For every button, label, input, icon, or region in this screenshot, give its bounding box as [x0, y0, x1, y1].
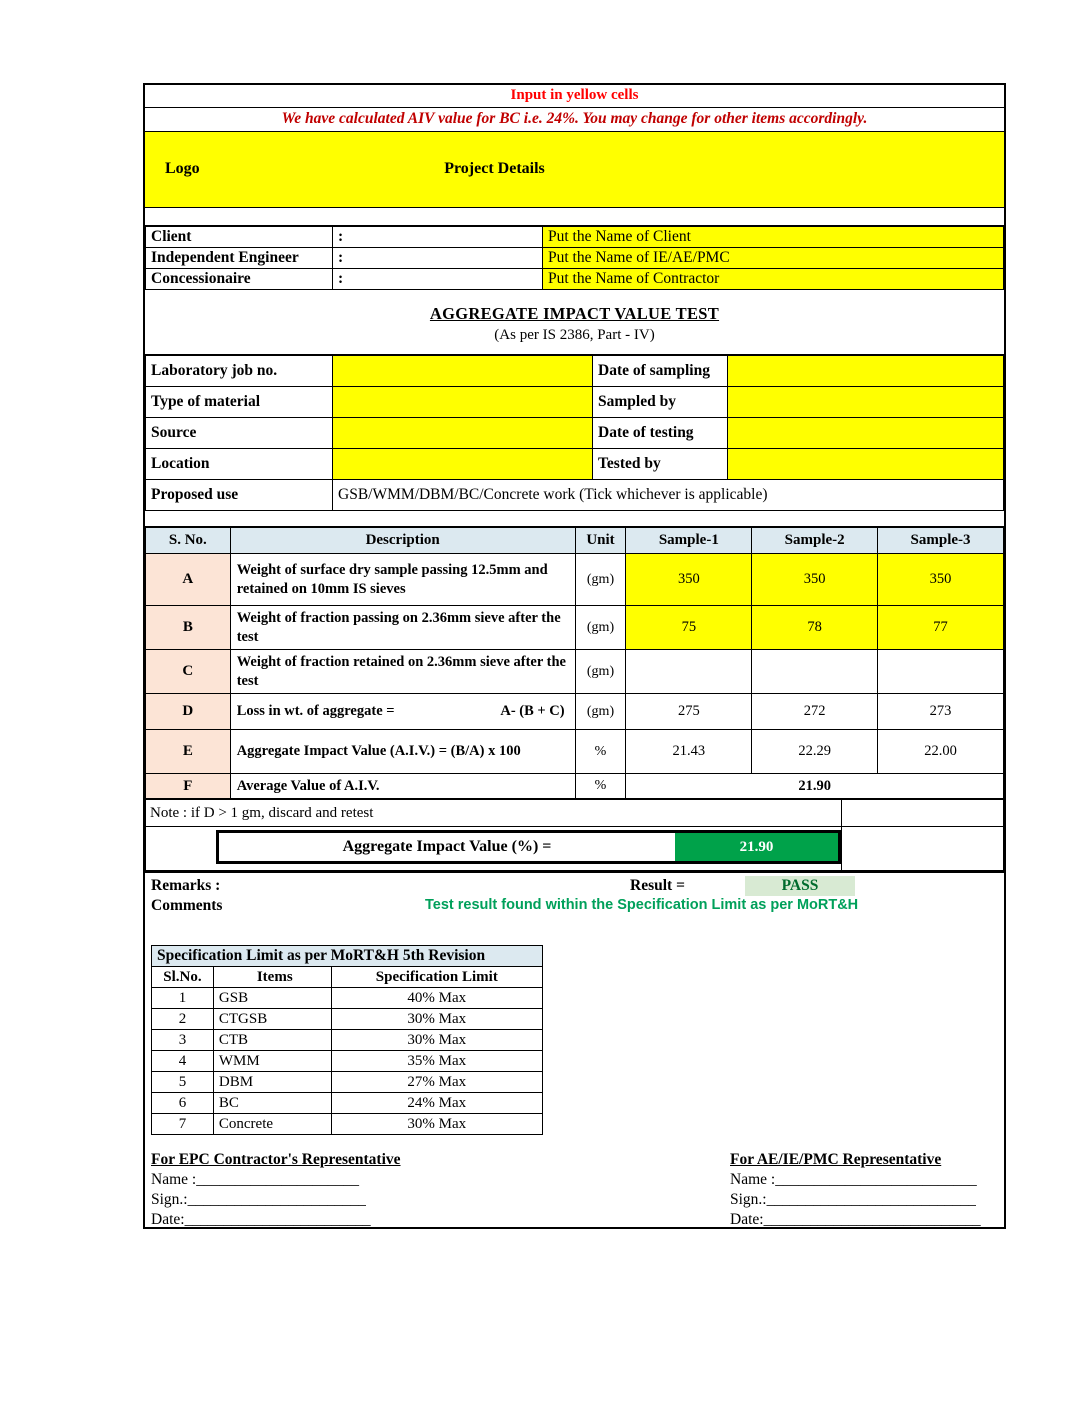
signature-title-contractor: For EPC Contractor's Representative: [151, 1151, 401, 1169]
lab-value-sampled-by[interactable]: [728, 386, 1004, 417]
spec-header-items: Items: [213, 967, 331, 988]
aiv-result-label: Aggregate Impact Value (%) =: [219, 833, 675, 861]
spec-slno-5: 5: [152, 1072, 214, 1093]
row-c-sample-1[interactable]: [626, 650, 752, 694]
signature-name-pmc[interactable]: Name :__________________________: [730, 1171, 977, 1189]
row-desc-c: Weight of fraction retained on 2.36mm sieve after the test: [230, 650, 575, 694]
spec-row: [152, 1114, 543, 1135]
row-d-sample-1: 275: [626, 694, 752, 730]
row-desc-f: Average Value of A.I.V.: [230, 774, 575, 799]
lab-value-tested-by[interactable]: [728, 448, 1004, 479]
table-row: [146, 730, 1004, 774]
spec-slno-4: 4: [152, 1051, 214, 1072]
input-note-text: Input in yellow cells: [145, 85, 1004, 107]
lab-value-date-sampling[interactable]: [728, 355, 1004, 386]
signature-block-pmc: [730, 1151, 981, 1229]
aiv-note-text: We have calculated AIV value for BC i.e. 24%. You may change for other items accordingly.: [145, 107, 1004, 131]
specification-area: [145, 923, 1004, 1135]
note-and-result-table: [145, 799, 1004, 871]
project-details-title: Project Details: [444, 160, 545, 177]
lab-value-location[interactable]: [333, 448, 593, 479]
party-colon-client: :: [333, 226, 543, 247]
party-label-client: Client: [146, 226, 333, 247]
row-e-sample-1: 21.43: [626, 730, 752, 774]
party-colon-concessionaire: :: [333, 268, 543, 289]
spec-item-2: CTGSB: [213, 1009, 331, 1030]
signature-sign-contractor[interactable]: Sign.:_______________________: [151, 1191, 366, 1209]
spec-header-limit: Specification Limit: [331, 967, 542, 988]
spec-item-3: CTB: [213, 1030, 331, 1051]
lab-row-2: [146, 386, 1004, 417]
party-row-ie: [146, 247, 1004, 268]
signature-sign-pmc[interactable]: Sign.:___________________________: [730, 1191, 976, 1209]
row-f-average-value: 21.90: [626, 774, 1004, 799]
aiv-result-value: 21.90: [675, 833, 838, 861]
spec-limit-5: 27% Max: [331, 1072, 542, 1093]
header-sample-2: Sample-2: [752, 528, 878, 554]
lab-row-4: [146, 448, 1004, 479]
spec-slno-3: 3: [152, 1030, 214, 1051]
signature-date-pmc[interactable]: Date:____________________________: [730, 1211, 981, 1229]
row-a-sample-3[interactable]: 350: [878, 554, 1004, 606]
comment-text: Test result found within the Specification Limit as per MoRT&H: [425, 897, 859, 914]
row-sno-e: E: [146, 730, 231, 774]
spec-limit-3: 30% Max: [331, 1030, 542, 1051]
proposed-use-label: Proposed use: [146, 479, 333, 510]
proposed-use-value[interactable]: GSB/WMM/DBM/BC/Concrete work (Tick whichever is applicable): [333, 479, 1004, 510]
row-sno-a: A: [146, 554, 231, 606]
spec-slno-6: 6: [152, 1093, 214, 1114]
spec-header-slno: Sl.No.: [152, 967, 214, 988]
party-value-ie[interactable]: Put the Name of IE/AE/PMC: [543, 247, 1004, 268]
specification-limit-table: [151, 945, 543, 1135]
row-desc-a: Weight of surface dry sample passing 12.5mm and retained on 10mm IS sieves: [230, 554, 575, 606]
lab-label-tested-by: Tested by: [593, 448, 728, 479]
spec-title: Specification Limit as per MoRT&H 5th Revision: [152, 946, 543, 967]
lab-label-material-type: Type of material: [146, 386, 333, 417]
spec-item-1: GSB: [213, 988, 331, 1009]
spec-row: [152, 1009, 543, 1030]
row-desc-e: Aggregate Impact Value (A.I.V.) = (B/A) x 100: [230, 730, 575, 774]
aiv-result-container: [146, 827, 842, 871]
spec-row: [152, 1051, 543, 1072]
row-a-sample-2[interactable]: 350: [752, 554, 878, 606]
party-label-concessionaire: Concessionaire: [146, 268, 333, 289]
row-sno-d: D: [146, 694, 231, 730]
row-desc-d-formula: A- (B + C): [500, 703, 565, 720]
proposed-use-row: [146, 479, 1004, 510]
party-label-ie: Independent Engineer: [146, 247, 333, 268]
parties-table: [145, 226, 1004, 290]
table-row: [146, 650, 1004, 694]
row-unit-a: (gm): [575, 554, 626, 606]
lab-value-source[interactable]: [333, 417, 593, 448]
header-description: Description: [230, 528, 575, 554]
spec-title-row: [152, 946, 543, 967]
signature-section: [145, 1135, 1004, 1227]
lab-row-1: [146, 355, 1004, 386]
lab-info-table: [145, 355, 1004, 511]
party-value-client[interactable]: Put the Name of Client: [543, 226, 1004, 247]
result-label: Result =: [630, 877, 685, 895]
test-title-block: [145, 290, 1004, 355]
table-row: [146, 694, 1004, 730]
spec-item-5: DBM: [213, 1072, 331, 1093]
test-title-main: AGGREGATE IMPACT VALUE TEST: [429, 303, 720, 323]
lab-label-date-testing: Date of testing: [593, 417, 728, 448]
aiv-result-box: [216, 830, 841, 864]
input-note-row: [145, 85, 1004, 107]
note-text: Note : if D > 1 gm, discard and retest: [146, 800, 842, 827]
row-unit-b: (gm): [575, 606, 626, 650]
party-colon-ie: :: [333, 247, 543, 268]
spec-item-4: WMM: [213, 1051, 331, 1072]
spec-limit-6: 24% Max: [331, 1093, 542, 1114]
lab-value-material-type[interactable]: [333, 386, 593, 417]
party-row-client: [146, 226, 1004, 247]
lab-label-date-sampling: Date of sampling: [593, 355, 728, 386]
row-desc-d-text: Loss in wt. of aggregate =: [236, 703, 395, 720]
row-b-sample-3[interactable]: 77: [878, 606, 1004, 650]
note-blank-cell: [842, 800, 1004, 827]
row-b-sample-1[interactable]: 75: [626, 606, 752, 650]
spec-slno-2: 2: [152, 1009, 214, 1030]
header-sample-1: Sample-1: [626, 528, 752, 554]
header-sno: S. No.: [146, 528, 231, 554]
lab-label-job-no: Laboratory job no.: [146, 355, 333, 386]
spec-slno-1: 1: [152, 988, 214, 1009]
lab-label-location: Location: [146, 448, 333, 479]
test-title-standard: (As per IS 2386, Part - IV): [494, 326, 655, 343]
spec-header-row: [152, 967, 543, 988]
spec-limit-4: 35% Max: [331, 1051, 542, 1072]
remarks-section: [145, 871, 1004, 923]
comments-label: Comments: [151, 897, 223, 915]
row-unit-f: %: [575, 774, 626, 799]
table-row: [146, 554, 1004, 606]
row-b-sample-2[interactable]: 78: [752, 606, 878, 650]
table-row-average: [146, 774, 1004, 799]
spec-row: [152, 1093, 543, 1114]
project-details-band: [145, 132, 1004, 208]
spec-item-6: BC: [213, 1093, 331, 1114]
aiv-note-row: [145, 107, 1004, 131]
row-sno-f: F: [146, 774, 231, 799]
spec-slno-7: 7: [152, 1114, 214, 1135]
lab-value-job-no[interactable]: [333, 355, 593, 386]
logo-placeholder: Logo: [165, 160, 200, 177]
aiv-test-form: [143, 83, 1006, 1229]
lab-row-3: [146, 417, 1004, 448]
lab-label-source: Source: [146, 417, 333, 448]
signature-block-contractor: [151, 1151, 401, 1229]
aiv-data-table: [145, 527, 1004, 799]
header-unit: Unit: [575, 528, 626, 554]
row-e-sample-2: 22.29: [752, 730, 878, 774]
spec-row: [152, 1030, 543, 1051]
row-d-sample-2: 272: [752, 694, 878, 730]
row-a-sample-1[interactable]: 350: [626, 554, 752, 606]
row-sno-c: C: [146, 650, 231, 694]
table-row: [146, 606, 1004, 650]
row-c-sample-2[interactable]: [752, 650, 878, 694]
lab-value-date-testing[interactable]: [728, 417, 1004, 448]
row-c-sample-3[interactable]: [878, 650, 1004, 694]
row-sno-b: B: [146, 606, 231, 650]
note-row: [146, 800, 1004, 827]
lab-label-sampled-by: Sampled by: [593, 386, 728, 417]
party-row-concessionaire: [146, 268, 1004, 289]
party-value-concessionaire[interactable]: Put the Name of Contractor: [543, 268, 1004, 289]
spec-limit-1: 40% Max: [331, 988, 542, 1009]
spec-row: [152, 988, 543, 1009]
row-unit-e: %: [575, 730, 626, 774]
row-e-sample-3: 22.00: [878, 730, 1004, 774]
header-sample-3: Sample-3: [878, 528, 1004, 554]
signature-name-contractor[interactable]: Name :_____________________: [151, 1171, 359, 1189]
row-desc-b: Weight of fraction passing on 2.36mm sieve after the test: [230, 606, 575, 650]
signature-title-pmc: For AE/IE/PMC Representative: [730, 1151, 942, 1169]
section-spacer: [145, 511, 1004, 527]
row-unit-c: (gm): [575, 650, 626, 694]
remarks-label: Remarks :: [151, 877, 221, 895]
spec-limit-7: 30% Max: [331, 1114, 542, 1135]
spec-limit-2: 30% Max: [331, 1009, 542, 1030]
spec-item-7: Concrete: [213, 1114, 331, 1135]
row-unit-d: (gm): [575, 694, 626, 730]
aiv-result-blank-cell: [842, 827, 1004, 871]
row-desc-d: [230, 694, 575, 730]
status-badge: PASS: [745, 876, 855, 896]
section-spacer-table: [145, 511, 1004, 528]
aiv-result-row: [146, 827, 1004, 871]
banner-table: [145, 85, 1004, 132]
band-spacer: [145, 208, 1004, 226]
signature-date-contractor[interactable]: Date:________________________: [151, 1211, 371, 1229]
data-header-row: [146, 528, 1004, 554]
row-d-sample-3: 273: [878, 694, 1004, 730]
spec-row: [152, 1072, 543, 1093]
